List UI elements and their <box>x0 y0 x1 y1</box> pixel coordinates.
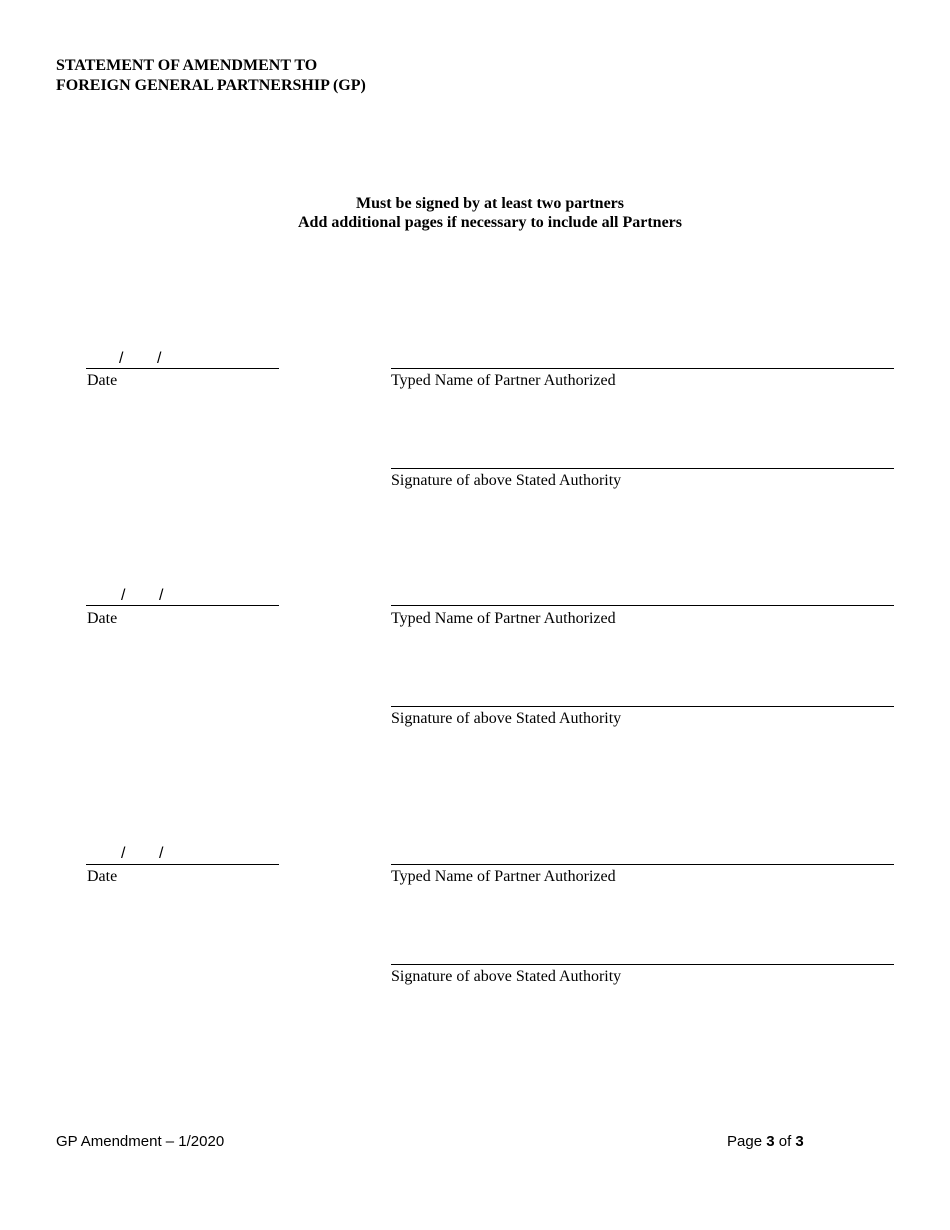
typed-name-label: Typed Name of Partner Authorized <box>391 868 616 885</box>
date-label: Date <box>87 372 118 389</box>
date-label: Date <box>87 610 118 627</box>
signature-label: Signature of above Stated Authority <box>391 968 622 985</box>
page-current: 3 <box>766 1133 775 1150</box>
date-separator: / <box>157 350 162 367</box>
typed-name-field-line[interactable] <box>391 368 894 369</box>
date-separator: / <box>159 845 164 862</box>
typed-name-field-line[interactable] <box>391 605 894 606</box>
date-label: Date <box>87 868 118 885</box>
date-field-line[interactable] <box>86 368 279 369</box>
typed-name-label: Typed Name of Partner Authorized <box>391 372 616 389</box>
form-title-line-1: STATEMENT OF AMENDMENT TO <box>56 57 318 74</box>
signing-requirement: Must be signed by at least two partners <box>356 195 624 212</box>
page-total: 3 <box>795 1133 804 1150</box>
page-of: of <box>778 1133 792 1150</box>
date-separator: / <box>159 587 164 604</box>
date-separator: / <box>121 587 126 604</box>
typed-name-label: Typed Name of Partner Authorized <box>391 610 616 627</box>
signature-field-line[interactable] <box>391 964 894 965</box>
typed-name-field-line[interactable] <box>391 864 894 865</box>
date-field-line[interactable] <box>86 605 279 606</box>
signature-label: Signature of above Stated Authority <box>391 472 622 489</box>
signature-label: Signature of above Stated Authority <box>391 710 622 727</box>
footer-page-number <box>727 1132 804 1152</box>
date-separator: / <box>121 845 126 862</box>
additional-pages-note: Add additional pages if necessary to include all Partners <box>297 214 682 231</box>
signature-field-line[interactable] <box>391 706 894 707</box>
footer-form-id: GP Amendment – 1/2020 <box>56 1133 225 1150</box>
date-field-line[interactable] <box>86 864 279 865</box>
page-prefix: Page <box>727 1133 763 1150</box>
signature-field-line[interactable] <box>391 468 894 469</box>
form-title-line-2: FOREIGN GENERAL PARTNERSHIP (GP) <box>56 77 366 94</box>
date-separator: / <box>119 350 124 367</box>
